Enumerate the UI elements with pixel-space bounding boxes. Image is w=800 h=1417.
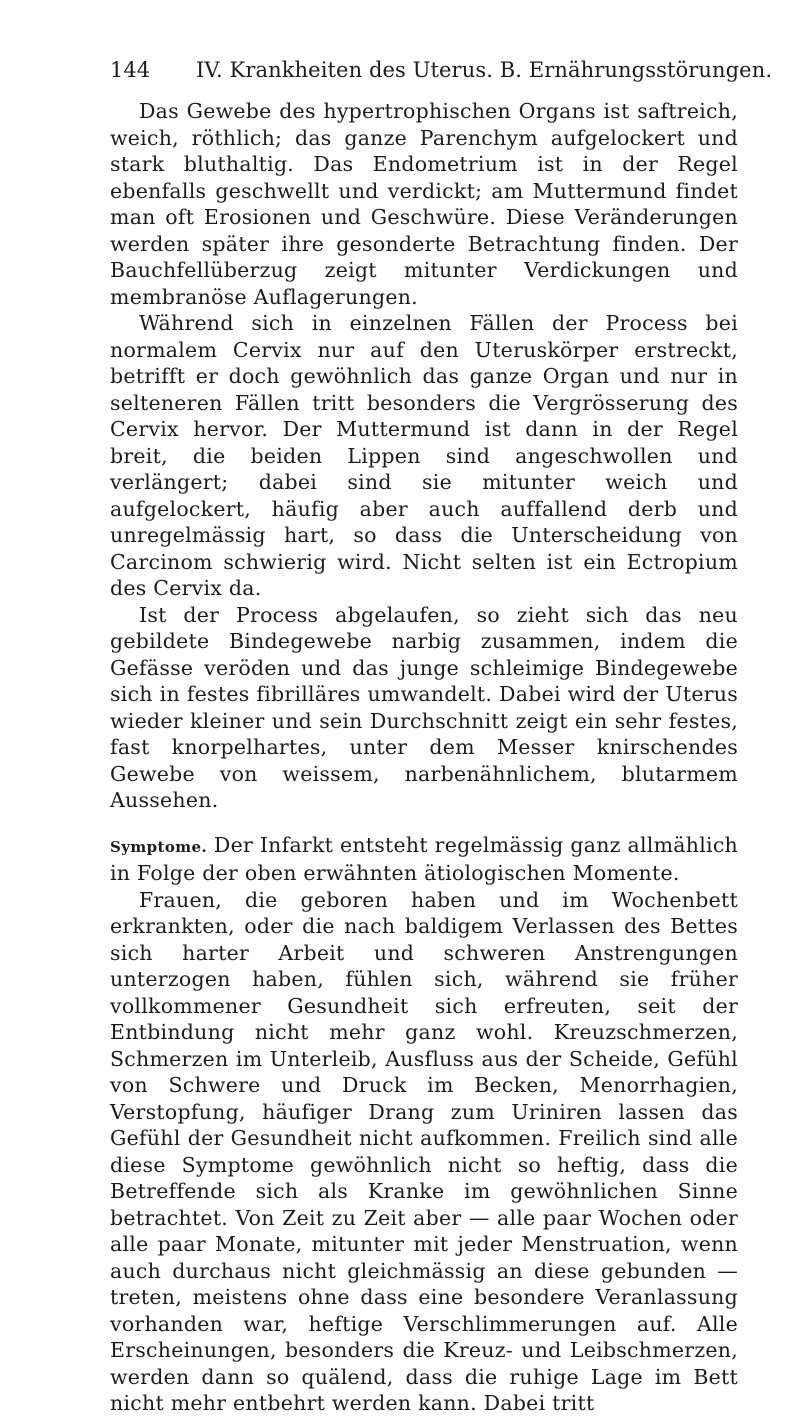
paragraph-text: Ist der Process abgelaufen, so zieht sich das neu gebildete Bindegewebe narbig zusammen, indem die Gefässe veröden und das junge schleimige Bindegewebe sich in festes fibrilläres umwandelt. Dabei wird der Uterus wieder kleiner und sein Durchschnitt zeigt ein sehr festes, fast knorpelhartes, unter dem Messer knirschendes Gewebe von weissem, narbenähnlichem, blutarmem Aussehen.	[110, 602, 738, 812]
paragraph-tissue-description	[110, 98, 738, 310]
page-header	[110, 56, 773, 84]
paragraph-cervix-involvement	[110, 310, 738, 602]
paragraph-text: Der Infarkt entsteht regelmässig ganz allmählich in Folge der oben erwähnten ätiologischen Momente.	[110, 832, 738, 885]
paragraph-text: Das Gewebe des hypertrophischen Organs ist saftreich, weich, röthlich; das ganze Parenchym aufgelockert und stark bluthaltig. Das Endometrium ist in der Regel ebenfalls geschwellt und verdickt; am Muttermund findet man oft Erosionen und Geschwüre. Diese Veränderungen werden später ihre gesonderte Betrachtung finden. Der Bauchfellüberzug zeigt mitunter Verdickungen und membranöse Auflagerungen.	[110, 99, 738, 309]
paragraph-process-outcome	[110, 602, 738, 814]
paragraph-symptoms-intro	[110, 832, 738, 887]
running-head: IV. Krankheiten des Uterus. B. Ernährungsstörungen.	[196, 58, 773, 82]
page-number: 144	[110, 58, 151, 82]
paragraph-text: Frauen, die geboren haben und im Wochenbett erkrankten, oder die nach baldigem Verlassen des Bettes sich harter Arbeit und schweren Anstrengungen unterzogen haben, fühlen sich, während sie früher vollkommener Gesundheit sich erfreuten, seit der Entbindung nicht mehr ganz wohl. Kreuzschmerzen, Schmerzen im Unterleib, Ausfluss aus der Scheide, Gefühl von Schwere und Druck im Becken, Menorrhagien, Verstopfung, häufiger Drang zum Uriniren lassen das Gefühl der Gesundheit nicht aufkommen. Freilich sind alle diese Symptome gewöhnlich nicht so heftig, dass die Betreffende sich als Kranke im gewöhnlichen Sinne betrachtet. Von Zeit zu Zeit aber — alle paar Wochen oder alle paar Monate, mitunter mit jeder Menstruation, wenn auch durchaus nicht gleichmässig an diese gebunden — treten, meistens ohne dass eine besondere Veranlassung vorhanden war, heftige Verschlimmerungen auf. Alle Erscheinungen, besonders die Kreuz- und Leibschmerzen, werden dann so quälend, dass die ruhige Lage im Bett nicht mehr entbehrt werden kann. Dabei tritt	[110, 887, 738, 1415]
body-text	[110, 98, 738, 1417]
paragraph-symptoms-detail	[110, 887, 738, 1417]
section-runin-heading: Symptome.	[110, 837, 208, 856]
paragraph-text: Während sich in einzelnen Fällen der Process bei normalem Cervix nur auf den Uteruskörper erstreckt, betrifft er doch gewöhnlich das ganze Organ und nur in selteneren Fällen tritt besonders die Vergrösserung des Cervix hervor. Der Muttermund ist dann in der Regel breit, die beiden Lippen sind angeschwollen und verlängert; dabei sind sie mitunter weich und aufgelockert, häufig aber auch auffallend derb und unregelmässig hart, so dass die Unterscheidung von Carcinom schwierig wird. Nicht selten ist ein Ectropium des Cervix da.	[110, 311, 738, 600]
